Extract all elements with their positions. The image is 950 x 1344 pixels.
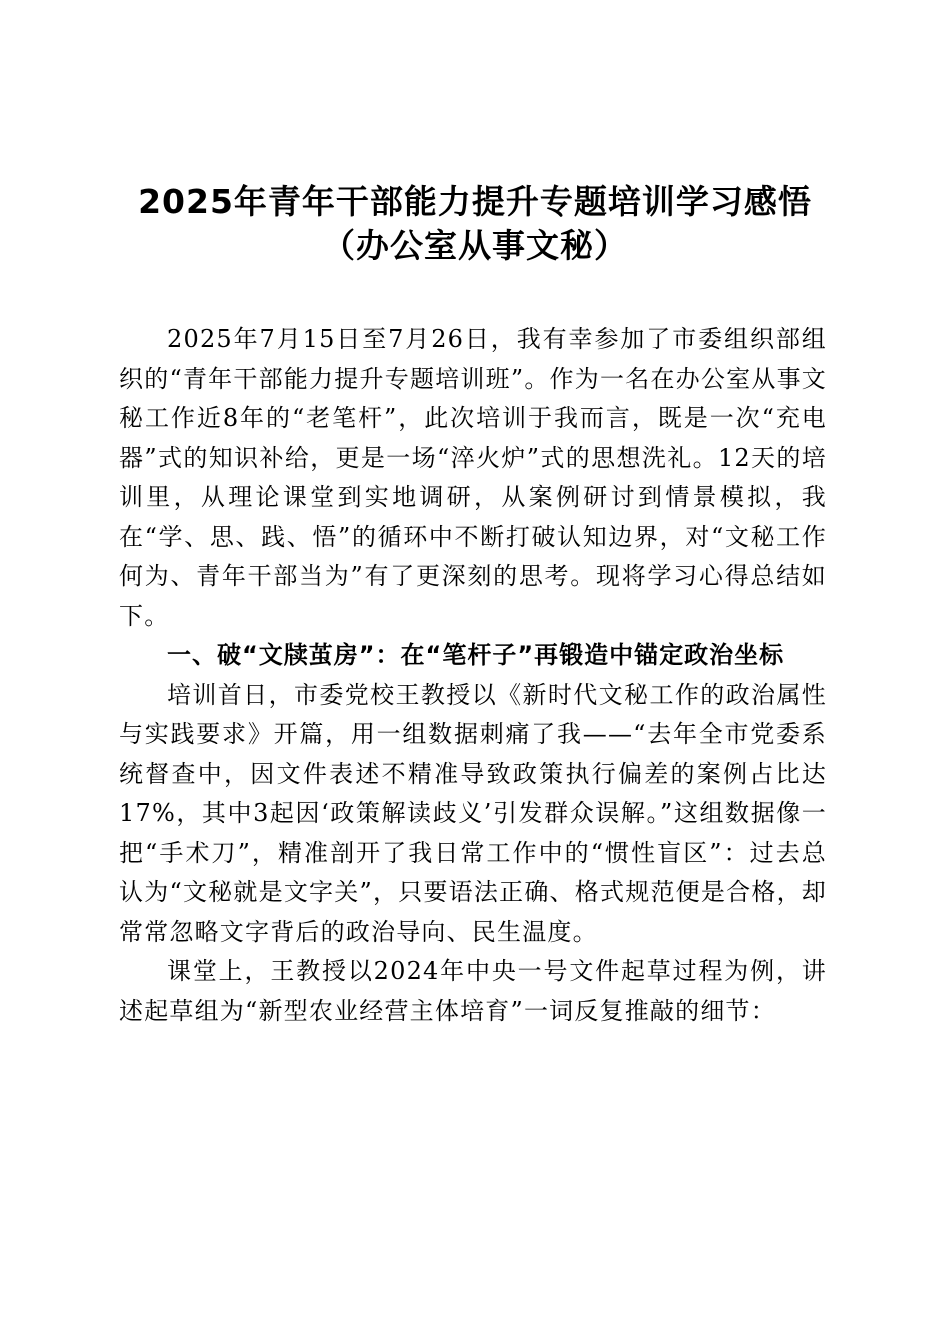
title-line-subtitle: （办公室从事文秘）	[322, 226, 628, 265]
intro-paragraph: 2025年7月15日至7月26日，我有幸参加了市委组织部组织的“青年干部能力提升专题培训班”。作为一名在办公室从事文秘工作近8年的“老笔杆”，此次培训于我而言，既是一次“充电器”式的知识补给，更是一场“淬火炉”式的思想洗礼。12天的培训里，从理论课堂到实地调研，从案例研讨到情景模拟，我在“学、思、践、悟”的循环中不断打破认知边界，对“文秘工作何为、青年干部当为”有了更深刻的思考。现将学习心得总结如下。	[119, 325, 827, 630]
section-heading-1: 一、破“文牍茧房”：在“笔杆子”再锻造中锚定政治坐标	[167, 641, 785, 669]
document-title	[100, 180, 850, 268]
document-body	[119, 320, 827, 1031]
body-paragraph-2: 课堂上，王教授以2024年中央一号文件起草过程为例，讲述起草组为“新型农业经营主体培育”一词反复推敲的细节：	[119, 957, 827, 1025]
body-paragraph-1: 培训首日，市委党校王教授以《新时代文秘工作的政治属性与实践要求》开篇，用一组数据刺痛了我——“去年全市党委系统督查中，因文件表述不精准导致政策执行偏差的案例占比达17%，其中3起因‘政策解读歧义’引发群众误解。”这组数据像一把“手术刀”，精准剖开了我日常工作中的“惯性盲区”：过去总认为“文秘就是文字关”，只要语法正确、格式规范便是合格，却常常忽略文字背后的政治导向、民生温度。	[119, 680, 827, 946]
title-line-main: 2025年青年干部能力提升专题培训学习感悟	[138, 182, 812, 221]
